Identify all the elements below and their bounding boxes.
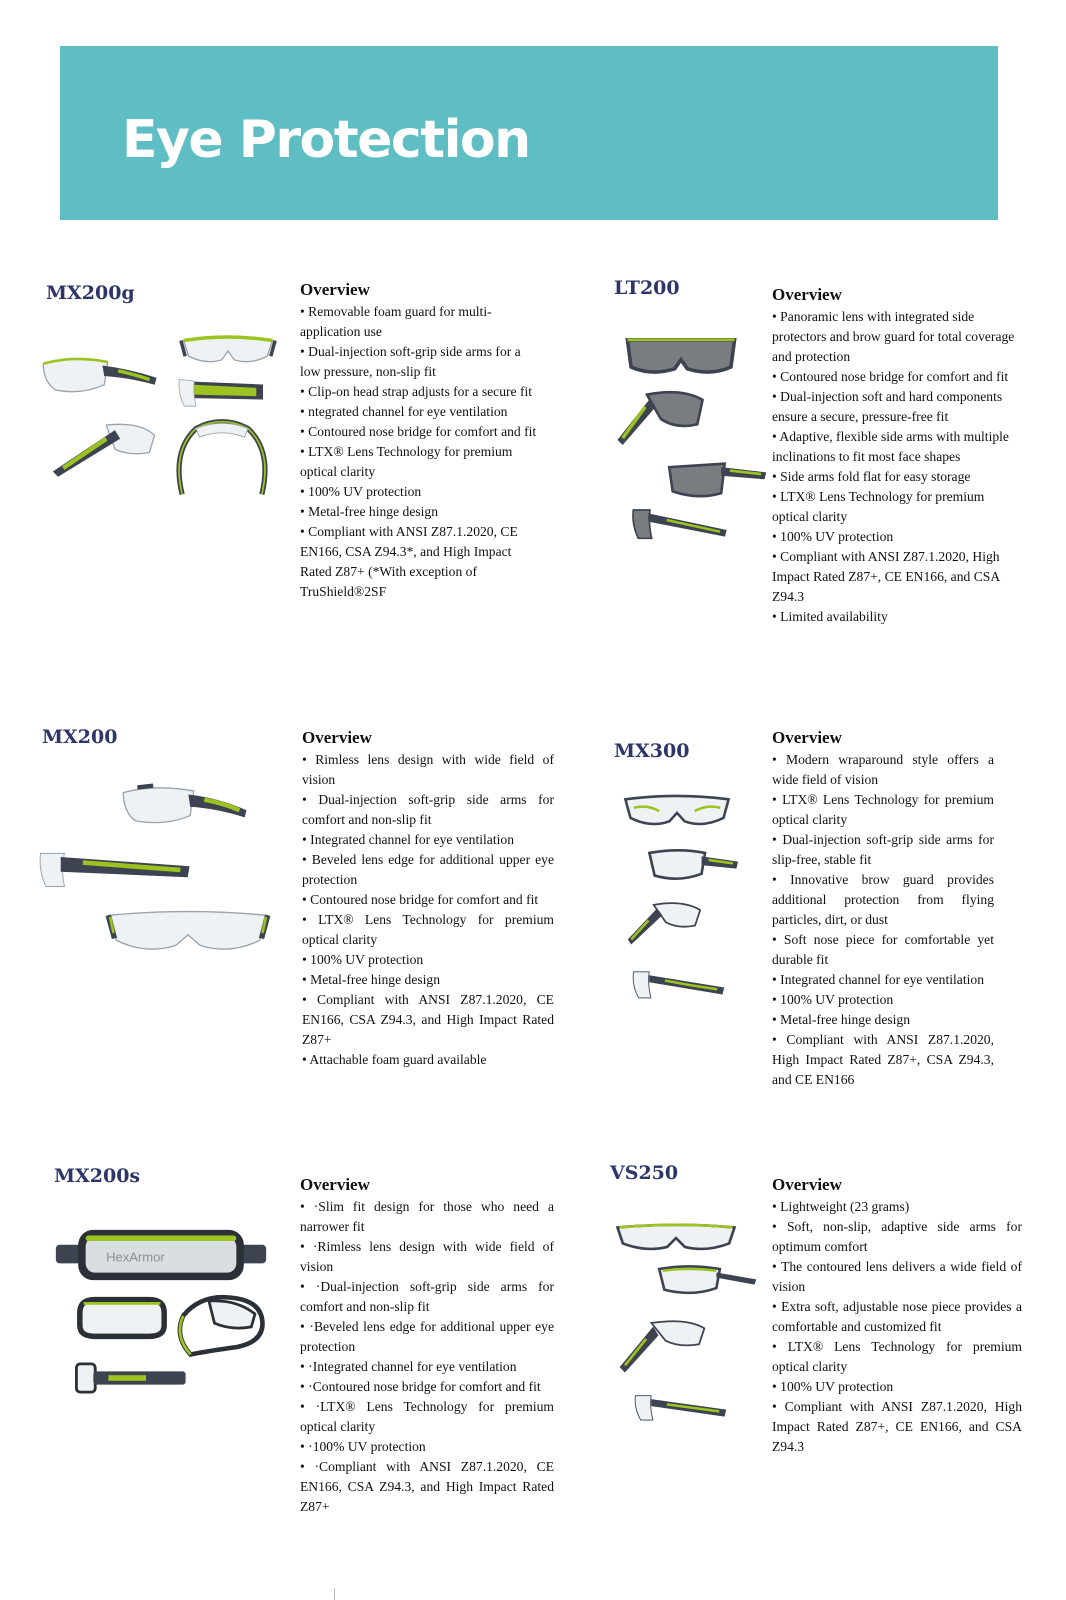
overview-heading: Overview: [300, 1175, 370, 1194]
overview-bullet: • Limited availability: [772, 607, 1022, 627]
overview-bullet: • Metal-free hinge design: [772, 1010, 994, 1030]
overview-lt200: [772, 285, 1022, 627]
overview-bullet: • Integrated channel for eye ventilation: [302, 830, 554, 850]
goggle-image: [172, 1290, 268, 1360]
overview-bullet: • Compliant with ANSI Z87.1.2020, High Impact Rated Z87+, CE EN166, and CSA Z94.3: [772, 547, 1022, 607]
goggle-image: [76, 1296, 168, 1340]
goggle-image: [54, 1224, 268, 1286]
overview-bullet: • ·Contoured nose bridge for comfort and fit: [300, 1377, 554, 1397]
overview-bullet: • ·LTX® Lens Technology for premium optical clarity: [300, 1397, 554, 1437]
glasses-image: [622, 334, 740, 380]
overview-bullet: • Contoured nose bridge for comfort and fit: [302, 890, 554, 910]
glasses-image: [176, 372, 268, 412]
glasses-image: [170, 416, 274, 500]
overview-mx200: [302, 728, 554, 1070]
goggle-image: [74, 1362, 188, 1394]
overview-bullet: • Removable foam guard for multi-application use: [300, 302, 540, 342]
overview-mx200s: [300, 1175, 554, 1517]
overview-bullet: • Dual-injection soft-grip side arms for comfort and non-slip fit: [302, 790, 554, 830]
overview-bullet: • ·Dual-injection soft-grip side arms for comfort and non-slip fit: [300, 1277, 554, 1317]
overview-bullet: • Clip-on head strap adjusts for a secure fit: [300, 382, 540, 402]
glasses-image: [654, 1262, 758, 1302]
overview-bullet: • ·Compliant with ANSI Z87.1.2020, CE EN166, CSA Z94.3, and High Impact Rated Z87+: [300, 1457, 554, 1517]
glasses-image: [106, 908, 270, 960]
header-banner: [60, 46, 998, 220]
overview-bullet: • 100% UV protection: [772, 527, 1022, 547]
overview-heading: Overview: [772, 1175, 842, 1194]
overview-heading: Overview: [772, 728, 842, 747]
glasses-image: [664, 458, 768, 504]
glasses-image: [36, 846, 194, 892]
overview-bullet: • Panoramic lens with integrated side protectors and brow guard for total coverage and protection: [772, 307, 1022, 367]
overview-bullet: • Modern wraparound style offers a wide field of vision: [772, 750, 994, 790]
glasses-image: [180, 333, 276, 369]
overview-bullet: • 100% UV protection: [300, 482, 540, 502]
overview-bullet: • Soft nose piece for comfortable yet durable fit: [772, 930, 994, 970]
overview-bullet: • Rimless lens design with wide field of vision: [302, 750, 554, 790]
overview-bullet: • Compliant with ANSI Z87.1.2020, CE EN166, CSA Z94.3*, and High Impact Rated Z87+ (*With exception of TruShield®2SF: [300, 522, 540, 602]
product-name-vs250: VS250: [610, 1162, 679, 1184]
bottom-divider: [334, 1588, 335, 1600]
product-name-mx300: MX300: [614, 740, 690, 762]
overview-mx200g: [300, 280, 540, 602]
overview-bullet: • Soft, non-slip, adaptive side arms for optimum comfort: [772, 1217, 1022, 1257]
glasses-image: [612, 386, 708, 452]
overview-bullet: • Contoured nose bridge for comfort and fit: [300, 422, 540, 442]
product-name-mx200s: MX200s: [54, 1165, 141, 1187]
overview-heading: Overview: [300, 280, 370, 299]
overview-vs250: [772, 1175, 1022, 1457]
overview-bullet: • 100% UV protection: [772, 1377, 1022, 1397]
overview-bullet: • Side arms fold flat for easy storage: [772, 467, 1022, 487]
glasses-image: [614, 1222, 738, 1256]
overview-bullet: • Contoured nose bridge for comfort and fit: [772, 367, 1022, 387]
glasses-image: [46, 418, 158, 482]
glasses-image: [630, 505, 730, 545]
glasses-image: [630, 966, 726, 1002]
overview-bullet: • Extra soft, adjustable nose piece provides a comfortable and customized fit: [772, 1297, 1022, 1337]
overview-bullet: • Compliant with ANSI Z87.1.2020, High Impact Rated Z87+, CSA Z94.3, and CE EN166: [772, 1030, 994, 1090]
overview-bullet: • 100% UV protection: [772, 990, 994, 1010]
glasses-image: [644, 846, 740, 886]
overview-bullet: • ·Rimless lens design with wide field of vision: [300, 1237, 554, 1277]
product-name-lt200: LT200: [614, 277, 680, 299]
overview-bullet: • Innovative brow guard provides additional protection from flying particles, dirt, or dust: [772, 870, 994, 930]
overview-bullet: • ·Beveled lens edge for additional upper eye protection: [300, 1317, 554, 1357]
glasses-image: [38, 350, 160, 402]
overview-bullet: • Dual-injection soft and hard components ensure a secure, pressure-free fit: [772, 387, 1022, 427]
product-name-mx200: MX200: [42, 726, 118, 748]
overview-bullet: • Lightweight (23 grams): [772, 1197, 1022, 1217]
overview-bullet: • Compliant with ANSI Z87.1.2020, High Impact Rated Z87+, CE EN166, and CSA Z94.3: [772, 1397, 1022, 1457]
overview-bullet: • ·100% UV protection: [300, 1437, 554, 1457]
overview-bullet: • Adaptive, flexible side arms with multiple inclinations to fit most face shapes: [772, 427, 1022, 467]
overview-bullet: • Dual-injection soft-grip side arms for a low pressure, non-slip fit: [300, 342, 540, 382]
overview-bullet: • LTX® Lens Technology for premium optical clarity: [772, 790, 994, 830]
overview-bullet: • Metal-free hinge design: [300, 502, 540, 522]
overview-mx300: [772, 728, 994, 1090]
overview-bullet: • ntegrated channel for eye ventilation: [300, 402, 540, 422]
overview-bullet: • Metal-free hinge design: [302, 970, 554, 990]
page-title: Eye Protection: [122, 110, 530, 170]
product-name-mx200g: MX200g: [46, 282, 135, 304]
overview-bullet: • LTX® Lens Technology for premium optical clarity: [772, 487, 1022, 527]
overview-bullet: • LTX® Lens Technology for premium optical clarity: [772, 1337, 1022, 1377]
overview-bullet: • 100% UV protection: [302, 950, 554, 970]
overview-bullet: • Dual-injection soft-grip side arms for slip-free, stable fit: [772, 830, 994, 870]
glasses-image: [622, 898, 706, 948]
glasses-image: [632, 1390, 728, 1424]
overview-bullet: • ·Integrated channel for eye ventilation: [300, 1357, 554, 1377]
glasses-image: [616, 1316, 708, 1376]
overview-bullet: • LTX® Lens Technology for premium optical clarity: [300, 442, 540, 482]
overview-heading: Overview: [772, 285, 842, 304]
overview-bullet: • Beveled lens edge for additional upper eye protection: [302, 850, 554, 890]
overview-bullet: • Attachable foam guard available: [302, 1050, 554, 1070]
glasses-image: [622, 792, 732, 832]
strap-brand-text: HexArmor: [106, 1249, 165, 1265]
overview-bullet: • The contoured lens delivers a wide field of vision: [772, 1257, 1022, 1297]
overview-bullet: • LTX® Lens Technology for premium optical clarity: [302, 910, 554, 950]
overview-bullet: • ·Slim fit design for those who need a narrower fit: [300, 1197, 554, 1237]
overview-heading: Overview: [302, 728, 372, 747]
overview-bullet: • Compliant with ANSI Z87.1.2020, CE EN166, CSA Z94.3, and High Impact Rated Z87+: [302, 990, 554, 1050]
overview-bullet: • Integrated channel for eye ventilation: [772, 970, 994, 990]
glasses-image: [118, 778, 250, 832]
